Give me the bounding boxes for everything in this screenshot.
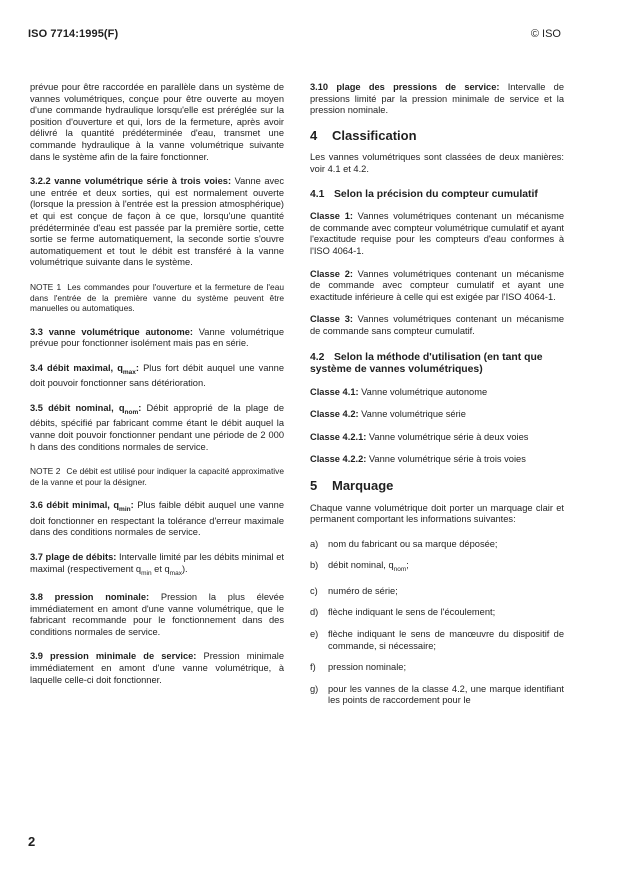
definition-3-9 — [30, 651, 284, 686]
definition-3-7-sub-b: max — [169, 569, 182, 577]
term-3-5 — [30, 402, 142, 416]
section-4-intro: Les vannes volumétriques sont classées de deux manières: voir 4.1 et 4.2. — [310, 152, 564, 174]
definition-3-6 — [30, 500, 284, 539]
term-3-7: 3.7 plage de débits: — [30, 551, 117, 562]
class-1 — [310, 211, 564, 257]
term-3-2-2: 3.2.2 vanne volumétrique série à trois voies: — [30, 176, 232, 187]
class-3 — [310, 314, 564, 337]
definition-3-3-text: Vanne volumétrique prévue pour fonctionner isolément mais pas en série. — [30, 326, 284, 349]
definition-3-3 — [30, 327, 284, 350]
class-1-label: Classe 1: — [310, 211, 353, 222]
term-3-6-label: 3.6 débit minimal, q — [30, 500, 120, 511]
header-standard-number: ISO 7714:1995(F) — [28, 28, 119, 40]
class-4-2-2 — [310, 454, 564, 466]
term-3-5-subscript: nom — [124, 408, 139, 416]
term-3-4 — [30, 362, 140, 376]
definition-3-5-text: Débit approprié de la plage de débits, spécifié par fabricant comme étant le débit auquel la vanne doit pouvoir fonctionner pendant une période de 2 000 h dans des conditions normales de service. — [30, 402, 284, 452]
definition-3-4-text: Plus fort débit auquel une vanne doit pouvoir fonctionner sans détérioration. — [30, 362, 285, 389]
class-3-text: Vannes volumétriques contenant un mécanisme de commande sans compteur cumulatif. — [310, 314, 564, 336]
list-item-content — [328, 560, 564, 575]
definition-3-7-text-a: Intervalle limité par les débits minimal et maximal (respectivement q — [30, 551, 284, 574]
section-4-1-heading — [310, 189, 564, 202]
definition-3-7-text-b: et q — [151, 563, 170, 574]
section-4-heading — [310, 127, 564, 143]
class-4-2-1-label: Classe 4.2.1: — [310, 431, 367, 442]
term-3-5-label: 3.5 débit nominal, q — [30, 402, 125, 413]
note-1 — [30, 282, 284, 314]
class-4-1-label: Classe 4.1: — [310, 386, 359, 397]
term-3-6 — [30, 500, 134, 514]
list-item — [310, 662, 564, 674]
list-item-text: pression nominale; — [328, 662, 407, 673]
note-2 — [30, 466, 284, 487]
term-3-4-subscript: max — [122, 368, 136, 376]
term-3-5-colon: : — [138, 402, 142, 413]
section-4-title: Classification — [332, 127, 417, 143]
definition-3-10 — [310, 82, 564, 117]
list-item-subscript: nom — [393, 566, 407, 574]
term-3-6-colon: : — [130, 500, 134, 511]
definition-3-7 — [30, 552, 284, 579]
section-5-title: Marquage — [332, 478, 394, 494]
class-4-1 — [310, 387, 564, 399]
definition-3-8-text: Pression la plus élevée immédiatement en amont d'une vanne volumétrique, que le fabricant recommande pour le fonctionnement dans des conditions normales de service. — [30, 592, 284, 637]
term-3-8: 3.8 pression nominale: — [30, 592, 150, 603]
definition-3-6-text: Plus faible débit auquel une vanne doit fonctionner en respectant la tolérance d'erreur maximale dans des conditions normales de service. — [30, 500, 284, 538]
list-item-text: nom du fabricant ou sa marque déposée; — [328, 538, 498, 549]
note-1-label: NOTE 1 — [30, 281, 62, 292]
class-4-2 — [310, 409, 564, 421]
page-number: 2 — [28, 834, 36, 849]
term-3-9: 3.9 pression minimale de service: — [30, 651, 197, 662]
list-item-letter: e) — [310, 629, 319, 640]
section-4-1-title: Selon la précision du compteur cumulatif — [334, 188, 538, 200]
section-4-number: 4 — [310, 127, 318, 143]
list-item — [310, 560, 564, 575]
list-item-letter: a) — [310, 538, 319, 549]
class-3-label: Classe 3: — [310, 314, 353, 325]
note-1-text: Les commandes pour l'ouverture et la fermeture de l'eau dans l'entrée de la première vanne du système peuvent être manuelles ou automatiques. — [30, 281, 285, 314]
term-3-4-colon: : — [135, 362, 140, 373]
class-4-2-label: Classe 4.2: — [310, 409, 359, 420]
term-3-6-subscript: min — [119, 506, 131, 514]
term-3-3: 3.3 vanne volumétrique autonome: — [30, 326, 194, 337]
section-5-heading — [310, 480, 564, 492]
definition-3-7-sub-a: min — [141, 569, 152, 577]
left-column — [30, 82, 284, 699]
list-item — [310, 539, 564, 551]
list-item-letter: c) — [310, 585, 318, 596]
list-item-text: pour les vannes de la classe 4.2, une marque identifiant les points de raccordement pour le — [328, 683, 564, 706]
list-item — [310, 684, 564, 707]
definition-3-5 — [30, 403, 284, 453]
section-5-number: 5 — [310, 478, 318, 494]
section-4-2-number: 4.2 — [310, 351, 325, 363]
list-item-letter: b) — [310, 560, 319, 571]
definition-3-2-2 — [30, 176, 284, 269]
list-item-letter: d) — [310, 607, 319, 618]
definition-3-9-text: Pression minimale immédiatement en amont d'une vanne volumétrique, à laquelle celle-ci doit fonctionner. — [30, 651, 284, 685]
right-column — [310, 82, 564, 717]
intro-paragraph: prévue pour être raccordée en parallèle dans un système de vannes volumétriques, conçue pour être ouverte au moyen d'une commande hydraulique lorsqu'elle est préréglée sur la position d'ouverture et qui, lors de la fermeture, après avoir délivré la quantité prédéterminée d'eau, transmet une commande hydraulique à la vanne volumétrique suivante dans le système afin de la faire fonctionner. — [30, 82, 284, 162]
section-4-2-title: Selon la méthode d'utilisation (en tant que système de vannes volumétriques) — [310, 351, 543, 376]
section-4-2-heading — [310, 352, 564, 377]
list-item — [310, 586, 564, 598]
term-3-4-label: 3.4 débit maximal, q — [30, 362, 123, 373]
definition-3-8 — [30, 592, 284, 638]
class-2 — [310, 269, 564, 304]
list-item-tail: ; — [406, 560, 409, 571]
section-4-1-number: 4.1 — [310, 188, 325, 200]
list-item — [310, 607, 564, 619]
class-4-2-2-label: Classe 4.2.2: — [310, 454, 367, 465]
marking-list — [310, 539, 564, 707]
class-4-2-text: Vanne volumétrique série — [358, 409, 466, 420]
list-item-letter: f) — [310, 662, 316, 673]
section-5-intro: Chaque vanne volumétrique doit porter un marquage clair et permanent comportant les informations suivantes: — [310, 502, 564, 525]
header-copyright: © ISO — [530, 28, 561, 40]
definition-3-4 — [30, 363, 284, 390]
class-4-1-text: Vanne volumétrique autonome — [358, 386, 488, 397]
note-2-text: Ce débit est utilisé pour indiquer la capacité approximative de la vanne et pour la désigner. — [30, 466, 284, 487]
class-4-2-1-text: Vanne volumétrique série à deux voies — [366, 431, 529, 442]
class-4-2-2-text: Vanne volumétrique série à trois voies — [366, 454, 526, 465]
definition-3-2-2-text: Vanne avec une entrée et deux sorties, qui est normalement ouverte (lorsque la pression à l'entrée est la pression atmosphérique) et qui est conçue de façon à ce que, lorsqu'une quantité prédéterminée d'eau est passée par la première sortie, cette sortie se ferme automatiquement, la seconde sortie s'ouvre automatiquement et tout le débit est transféré à la vanne volumétrique suivante dans le système. — [30, 176, 284, 268]
list-item-text: flèche indiquant le sens de l'écoulement; — [328, 607, 496, 618]
term-3-10: 3.10 plage des pressions de service: — [310, 82, 500, 92]
class-2-label: Classe 2: — [310, 268, 353, 279]
list-item-text: flèche indiquant le sens de manœuvre du dispositif de commande, si nécessaire; — [328, 629, 564, 651]
class-4-2-1 — [310, 432, 564, 444]
list-item-letter: g) — [310, 683, 319, 694]
definition-3-7-text-c: ). — [181, 563, 188, 574]
list-item — [310, 629, 564, 652]
note-2-label: NOTE 2 — [30, 466, 61, 477]
list-item-text: débit nominal, q — [328, 560, 394, 571]
class-2-text: Vannes volumétriques contenant un mécanisme de commande avec compteur cumulatif et ayant une exactitude inférieure à celle qui est exigée par l'ISO 4064-1. — [310, 268, 564, 302]
list-item-text: numéro de série; — [328, 585, 398, 596]
definition-3-10-text: Intervalle de pressions limité par la pression minimale de service et la pression nominale. — [310, 82, 564, 116]
class-1-text: Vannes volumétriques contenant un mécanisme de commande avec compteur volumétrique cumulatif et ayant l'exactitude requise pour les compteurs d'eau conformes à l'ISO 4064-1. — [310, 211, 564, 256]
